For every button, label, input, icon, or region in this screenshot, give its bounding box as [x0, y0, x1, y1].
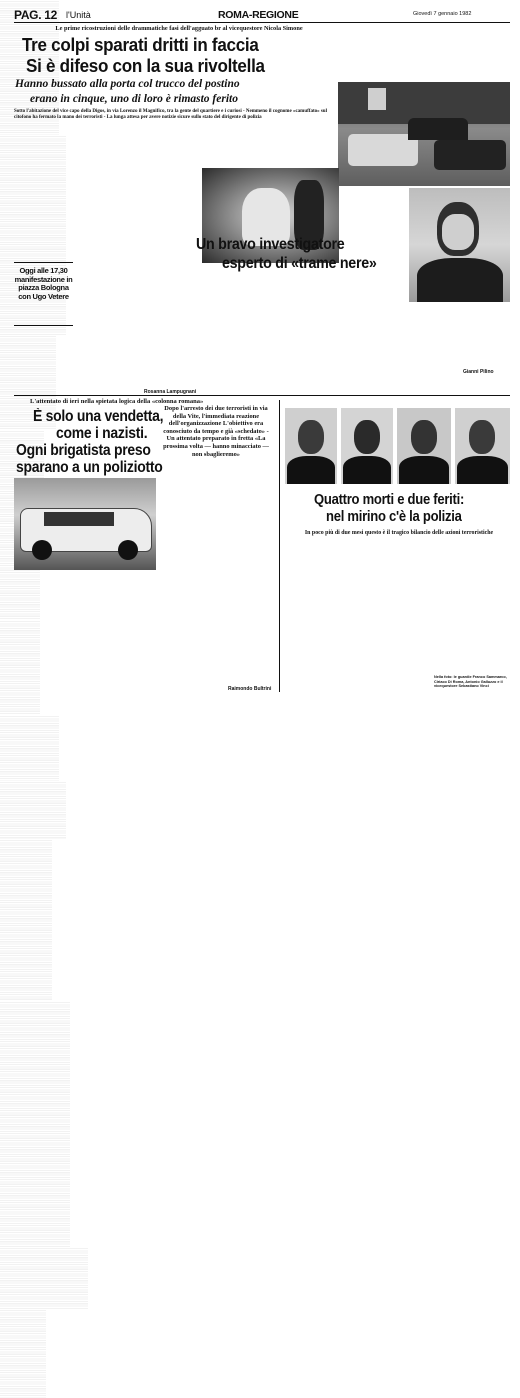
- section-name: ROMA-REGIONE: [218, 9, 299, 21]
- face-shape: [298, 420, 324, 454]
- wheel-shape: [118, 540, 138, 560]
- face-shape: [411, 420, 437, 454]
- victim-portrait-photo: [397, 408, 451, 484]
- victims-headline-1: Quattro morti e due feriti:: [314, 492, 465, 508]
- investigator-column: [0, 1185, 70, 1247]
- car-window-shape: [44, 512, 114, 526]
- top-story-column: [0, 839, 52, 1001]
- shoulders-shape: [399, 456, 449, 484]
- masthead-rule: [14, 22, 510, 23]
- investigator-byline: Gianni Pilino: [463, 369, 494, 375]
- paper-name: l'Unità: [66, 10, 91, 20]
- top-story-kicker: Le prime ricostruzioni delle drammatiche fasi dell'agguato br al vicequestore Nicola Simone: [55, 25, 303, 32]
- victims-photo-caption: Nella foto: le guardie Franco Sammarco, Ciriaco Di Roma, Antonio Galluzzo e il vicequestore Sebastiano Vinci: [434, 675, 507, 689]
- lower-story-deck: Dopo l'arresto dei due terroristi in via della Vite, l'immediata reazione dell'organizzazione L'obiettivo era conosciuto da tempo e già «schedato» - Un attentato preparato in fretta «La prossima volta — hanno minacciato — non sbaglieremo»: [163, 405, 269, 458]
- victims-headline-2: nel mirino c'è la polizia: [326, 509, 462, 525]
- street-scene-photo: [338, 82, 510, 186]
- shoulders-shape: [417, 258, 503, 302]
- column-rule: [279, 400, 280, 692]
- investigator-column: [0, 1247, 88, 1309]
- investigator-headline-1: Un bravo investigatore: [196, 236, 345, 253]
- top-story-byline: Rosanna Lampugnani: [144, 389, 197, 395]
- section-rule: [14, 395, 510, 396]
- investigator-headline-2: esperto di «trame nere»: [222, 255, 377, 272]
- face-shape: [442, 214, 474, 250]
- crowd-shape: [408, 118, 468, 140]
- issue-date: Giovedì 7 gennaio 1982: [413, 11, 472, 17]
- top-story-column: [0, 781, 66, 839]
- wheel-shape: [32, 540, 52, 560]
- investigator-column: [0, 1093, 70, 1185]
- lower-story-headline-4: sparano a un poliziotto: [16, 459, 163, 476]
- top-story-summary: Sotto l'abitazione del vice capo della Digos, in via Lorenzo il Magnifico, tra la gente del quartiere e i curiosi - Nemmeno il cognome «camuffato» sul citofono ha fermato la mano dei terroristi - La lunga attesa per avere notizie sicure sullo stato del dirigente di polizia: [14, 109, 327, 120]
- side-box-headline: Oggi alle 17,30 manifestazione in piazza Bologna con Ugo Vetere: [14, 266, 73, 301]
- car-shape: [434, 140, 506, 170]
- page-number: PAG. 12: [14, 8, 58, 22]
- shoulders-shape: [457, 456, 508, 484]
- top-story-column: [0, 620, 40, 715]
- lower-story-byline: Raimondo Bultrini: [228, 686, 272, 692]
- investigator-column: [0, 1001, 70, 1093]
- lower-story-headline-2: come i nazisti.: [56, 425, 148, 442]
- side-box: [14, 262, 73, 326]
- car-photo: [14, 478, 156, 570]
- lower-story-column: [0, 1309, 46, 1398]
- top-story-subhead-2: erano in cinque, uno di loro è rimasto ferito: [30, 93, 238, 105]
- lower-story-headline-1: È solo una vendetta,: [33, 408, 164, 425]
- victim-portrait-photo: [285, 408, 337, 484]
- face-shape: [354, 420, 380, 454]
- victim-portrait-photo: [455, 408, 510, 484]
- top-story-headline-2: Si è difeso con la sua rivoltella: [26, 55, 265, 76]
- lower-story-kicker: L'attentato di ieri nella spietata logica della «colonna romana»: [30, 398, 204, 405]
- top-story-subhead-1: Hanno bussato alla porta col trucco del postino: [15, 78, 240, 90]
- victims-summary: In poco più di due mesi questo è il tragico bilancio delle azioni terroristiche: [304, 530, 494, 536]
- side-box-column: [0, 715, 59, 781]
- lower-story-headline-3: Ogni brigatista preso: [16, 442, 151, 459]
- victim-portrait-photo: [341, 408, 393, 484]
- window-shape: [368, 88, 386, 110]
- shoulders-shape: [287, 456, 335, 484]
- top-story-headline-1: Tre colpi sparati dritti in faccia: [22, 34, 259, 55]
- face-shape: [469, 420, 495, 454]
- investigator-portrait-photo: [409, 188, 510, 302]
- shoulders-shape: [343, 456, 391, 484]
